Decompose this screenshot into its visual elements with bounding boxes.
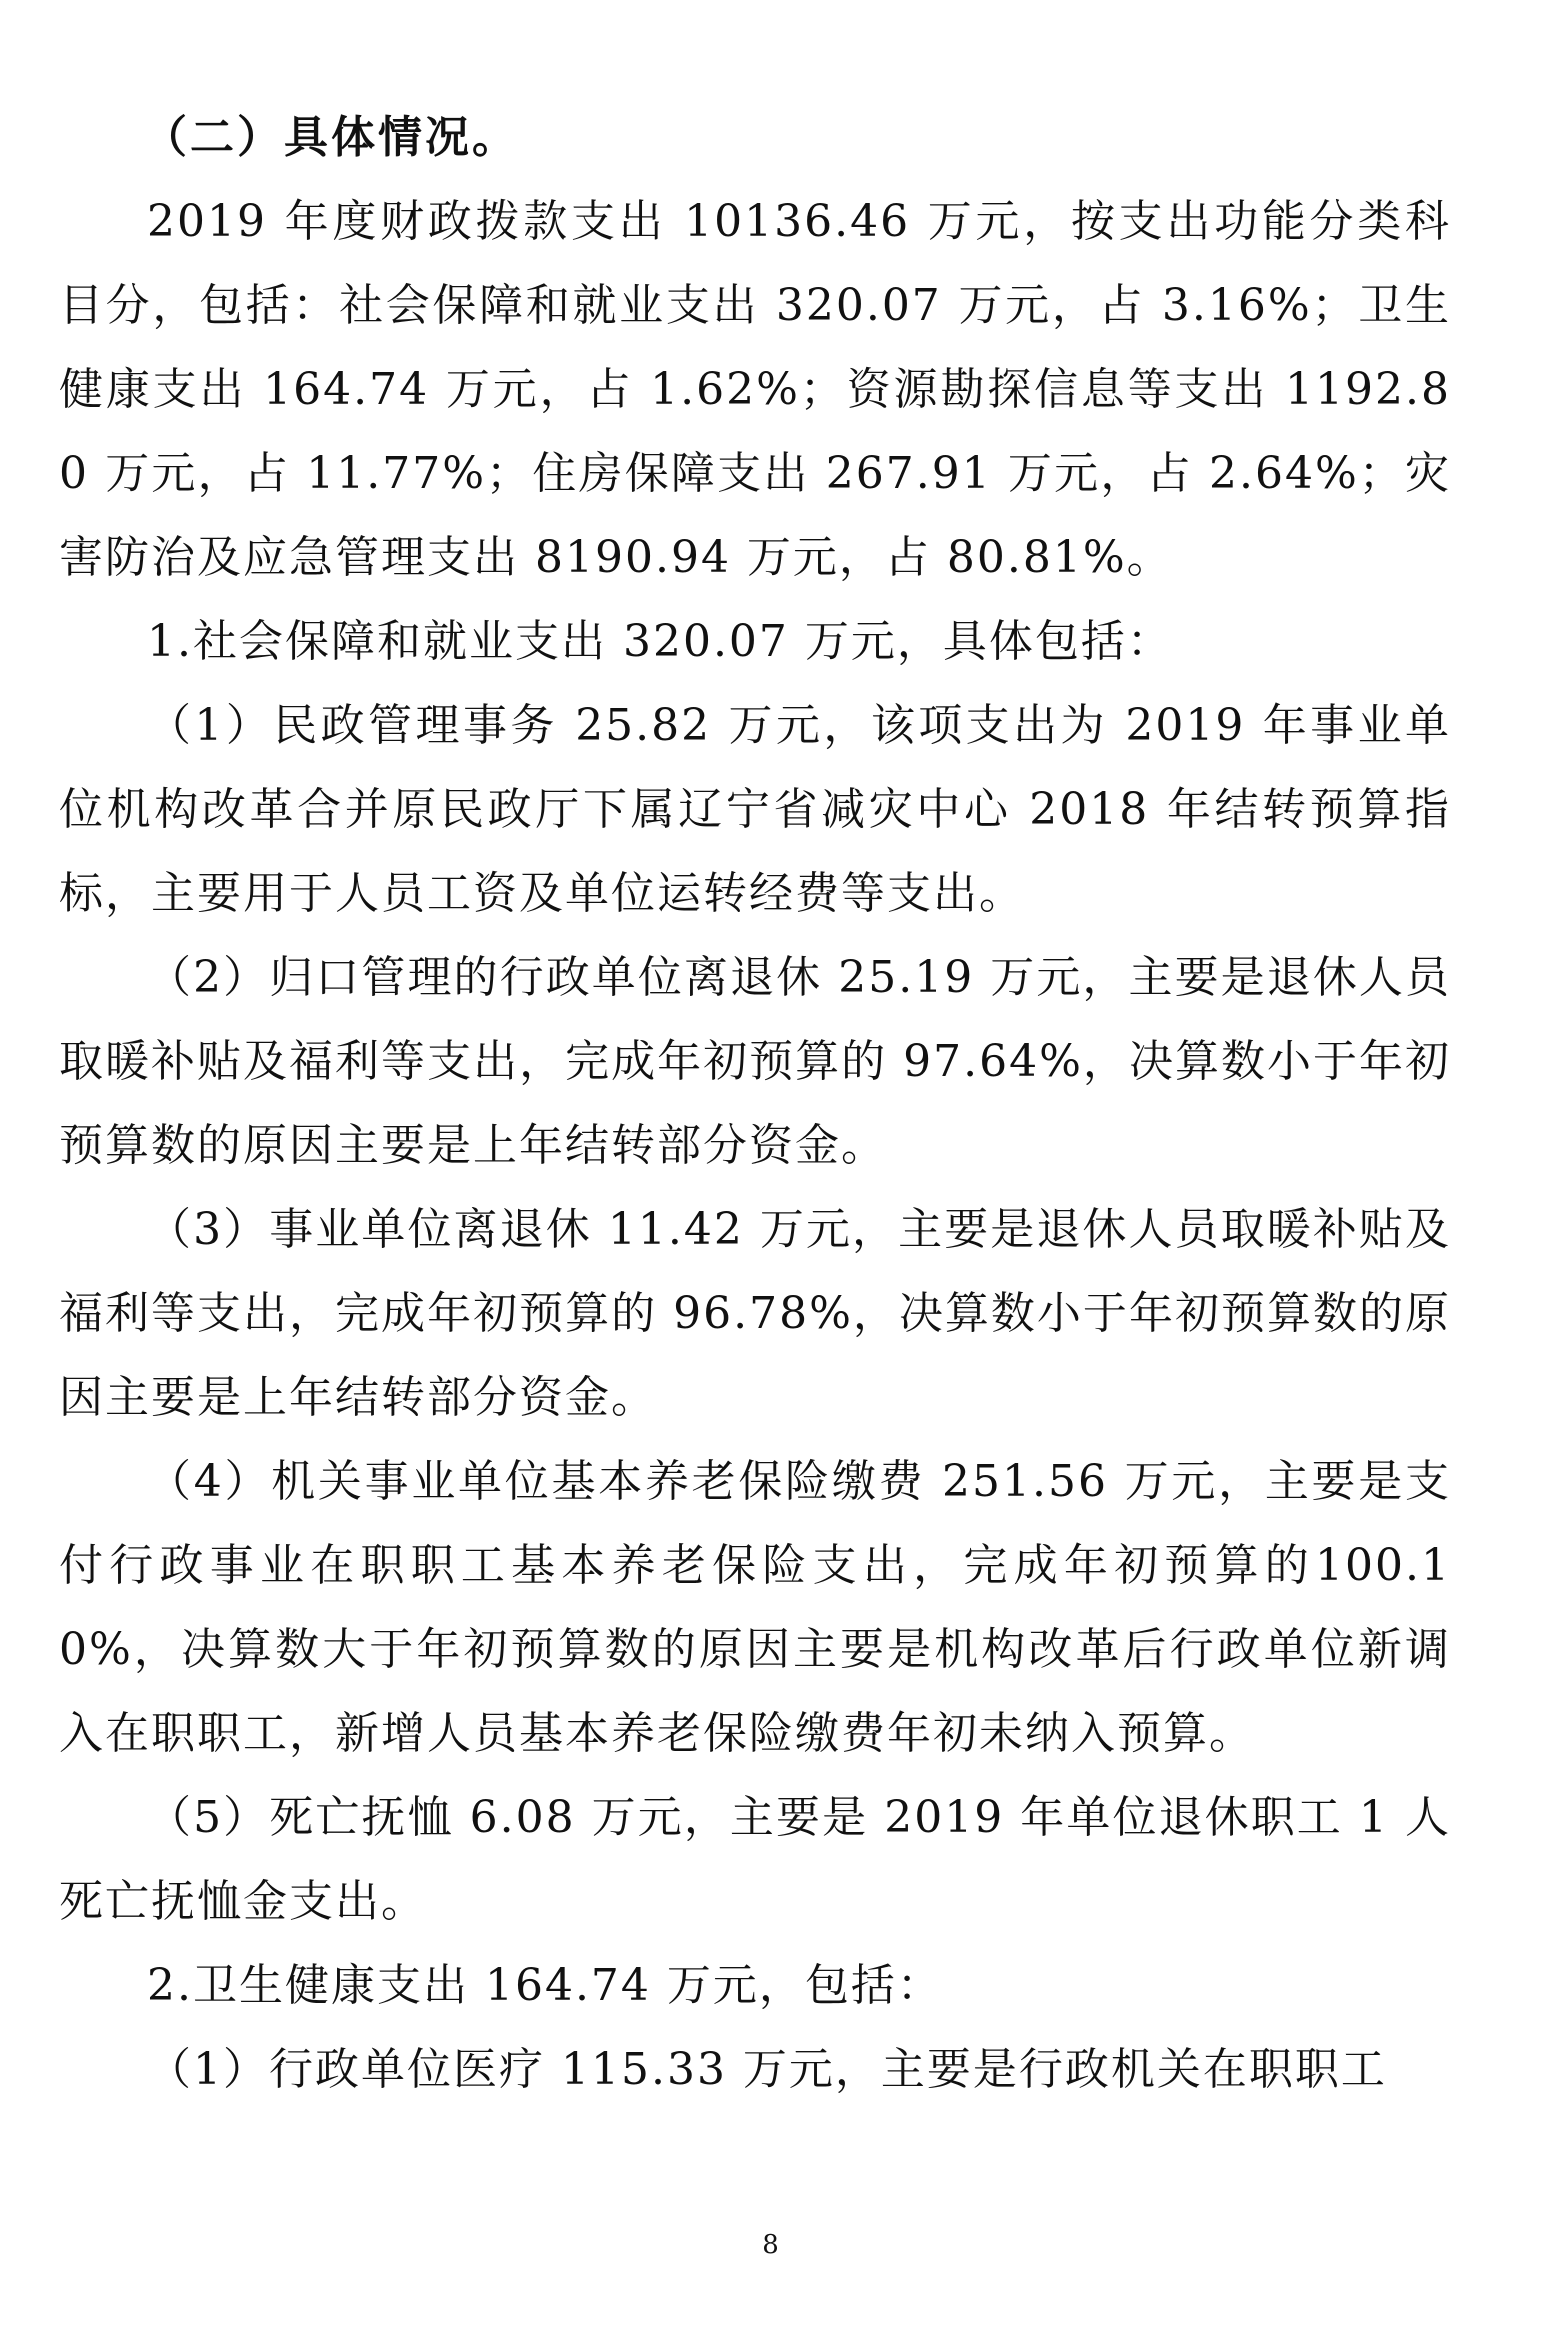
paragraph-item-5-death-compensation: （5）死亡抚恤 6.08 万元，主要是 2019 年单位退休职工 1 人死亡抚恤金支出。 [59,1792,1451,1927]
paragraph-item-1-civil-affairs: （1）民政管理事务 25.82 万元，该项支出为 2019 年事业单位机构改革合并原民政厅下属辽宁省减灾中心 2018 年结转预算指标，主要用于人员工资及单位运转经费等支出。 [59,700,1451,919]
paragraph-health-item-1: （1）行政单位医疗 115.33 万元，主要是行政机关在职职工 [147,2044,1387,2095]
section-heading: （二）具体情况。 [143,112,519,163]
paragraph-summary: 2019 年度财政拨款支出 10136.46 万元，按支出功能分类科目分，包括：社会保障和就业支出 320.07 万元，占 3.16%；卫生健康支出 164.74 万元，占 1.62%；资源勘探信息等支出 1192.80 万元，占 11.77%；住房保障支出 267.91 万元，占 2.64%；灾害防治及应急管理支出 8190.94 万元，占 80.81%。 [59,196,1451,583]
paragraph-item-4-pension-insurance: （4）机关事业单位基本养老保险缴费 251.56 万元，主要是支付行政事业在职职工基本养老保险支出，完成年初预算的100.10%，决算数大于年初预算数的原因主要是机构改革后行政单位新调入在职职工，新增人员基本养老保险缴费年初未纳入预算。 [59,1456,1451,1759]
document-body [59,96,1451,2112]
paragraph-item-2-admin-retirement: （2）归口管理的行政单位离退休 25.19 万元，主要是退休人员取暖补贴及福利等支出，完成年初预算的 97.64%，决算数小于年初预算数的原因主要是上年结转部分资金。 [59,952,1451,1171]
paragraph-health-title: 2.卫生健康支出 164.74 万元，包括： [147,1960,943,2011]
paragraph-social-security-title: 1.社会保障和就业支出 320.07 万元，具体包括： [147,616,1173,667]
page-number: 8 [762,2230,779,2260]
paragraph-item-3-institution-retirement: （3）事业单位离退休 11.42 万元，主要是退休人员取暖补贴及福利等支出，完成年初预算的 96.78%，决算数小于年初预算数的原因主要是上年结转部分资金。 [59,1204,1451,1423]
